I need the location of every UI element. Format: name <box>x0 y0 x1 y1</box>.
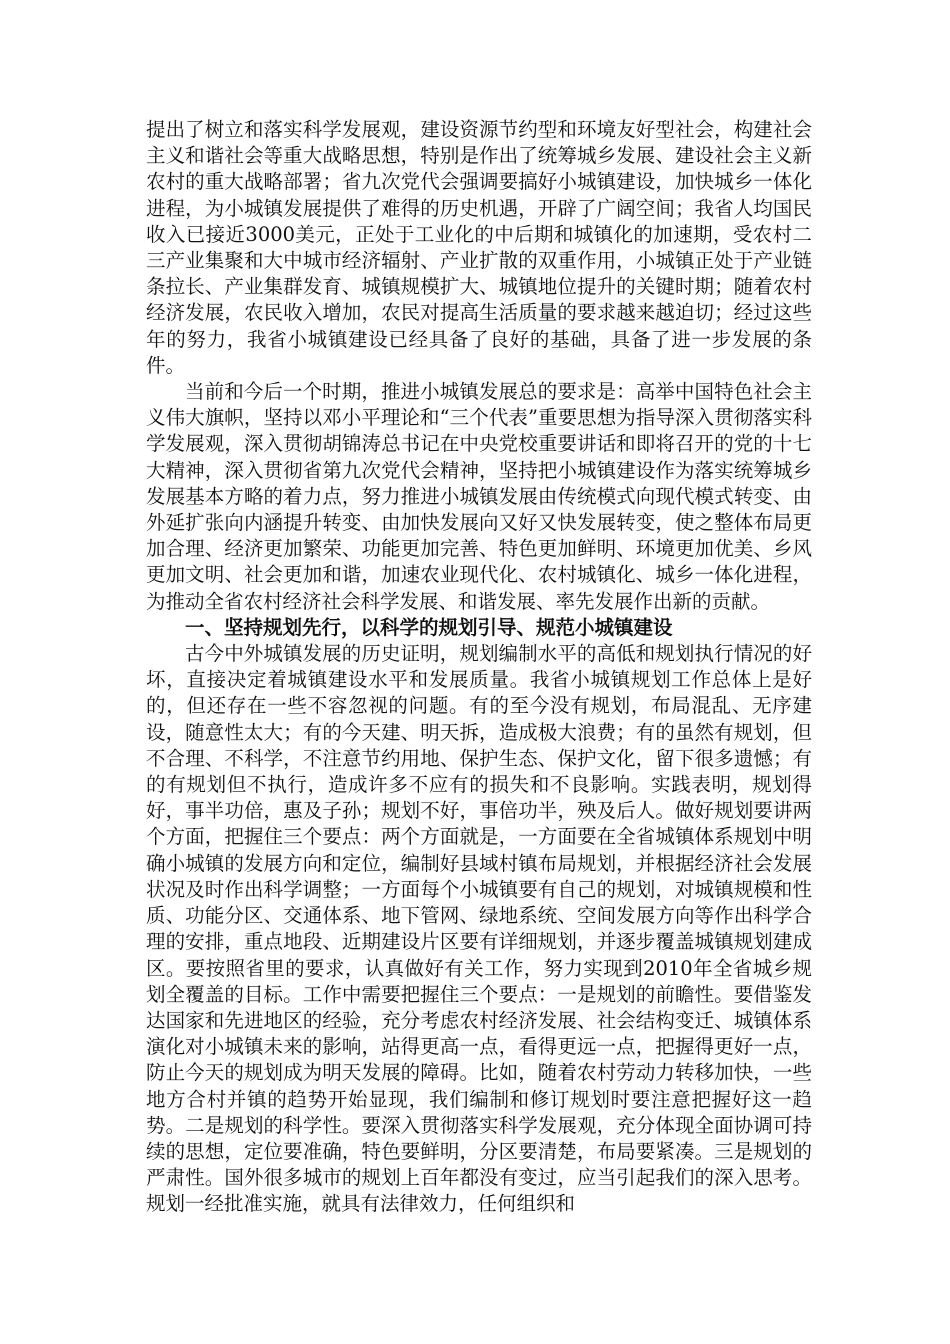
body-paragraph: 古今中外城镇发展的历史证明，规划编制水平的高低和规划执行情况的好坏，直接决定着城镇建设水平和发展质量。我省小城镇规划工作总体上是好的，但还存在一些不容忽视的问题。有的至今没有规划，布局混乱、无序建设，随意性太大；有的今天建、明天拆，造成极大浪费；有的虽然有规划，但不合理、不科学，不注意节约用地、保护生态、保护文化，留下很多遗憾；有的有规划但不执行，造成许多不应有的损失和不良影响。实践表明，规划得好，事半功倍，惠及子孙；规划不好，事倍功半，殃及后人。做好规划要讲两个方面，把握住三个要点：两个方面就是，一方面要在全省城镇体系规划中明确小城镇的发展方向和定位，编制好县域村镇布局规划，并根据经济社会发展状况及时作出科学调整；一方面每个小城镇要有自己的规划，对城镇规模和性质、功能分区、交通体系、地下管网、绿地系统、空间发展方向等作出科学合理的安排，重点地段、近期建设片区要有详细规划，并逐步覆盖城镇规划建成区。要按照省里的要求，认真做好有关工作，努力实现到2010年全省城乡规划全覆盖的目标。工作中需要把握住三个要点：一是规划的前瞻性。要借鉴发达国家和先进地区的经验，充分考虑农村经济发展、社会结构变迁、城镇体系演化对小城镇未来的影响，站得更高一点，看得更远一点，把握得更好一点，防止今天的规划成为明天发展的障碍。比如，随着农村劳动力转移加快，一些地方合村并镇的趋势开始显现，我们编制和修订规划时要注意把握好这一趋势。二是规划的科学性。要深入贯彻落实科学发展观，充分体现全面协调可持续的思想，定位要准确，特色要鲜明，分区要清楚，布局要紧凑。三是规划的严肃性。国外很多城市的规划上百年都没有变过，应当引起我们的深入思考。规划一经批准实施，就具有法律效力，任何组织和 <box>146 642 812 1216</box>
body-paragraph: 当前和今后一个时期，推进小城镇发展总的要求是：高举中国特色社会主义伟大旗帜，坚持以邓小平理论和“三个代表”重要思想为指导深入贯彻落实科学发展观，深入贯彻胡锦涛总书记在中央党校重要讲话和即将召开的党的十七大精神，深入贯彻省第九次党代会精神，坚持把小城镇建设作为落实统筹城乡发展基本方略的着力点，努力推进小城镇发展由传统模式向现代模式转变、由外延扩张向内涵提升转变、由加快发展向又好又快发展转变，使之整体布局更加合理、经济更加繁荣、功能更加完善、特色更加鲜明、环境更加优美、乡风更加文明、社会更加和谐，加速农业现代化、农村城镇化、城乡一体化进程，为推动全省农村经济社会科学发展、和谐发展、率先发展作出新的贡献。 <box>146 380 812 613</box>
section-heading: 一、坚持规划先行，以科学的规划引导、规范小城镇建设 <box>185 615 673 639</box>
document-body <box>146 117 812 1218</box>
body-paragraph: 提出了树立和落实科学发展观，建设资源节约型和环境友好型社会，构建社会主义和谐社会等重大战略思想，特别是作出了统筹城乡发展、建设社会主义新农村的重大战略部署；省九次党代会强调要搞好小城镇建设，加快城乡一体化进程，为小城镇发展提供了难得的历史机遇，开辟了广阔空间；我省人均国民收入已接近3000美元，正处于工业化的中后期和城镇化的加速期，受农村二三产业集聚和大中城市经济辐射、产业扩散的双重作用，小城镇正处于产业链条拉长、产业集群发育、城镇规模扩大、城镇地位提升的关键时期；随着农村经济发展，农民收入增加，农民对提高生活质量的要求越来越迫切；经过这些年的努力，我省小城镇建设已经具备了良好的基础，具备了进一步发展的条件。 <box>146 118 812 377</box>
